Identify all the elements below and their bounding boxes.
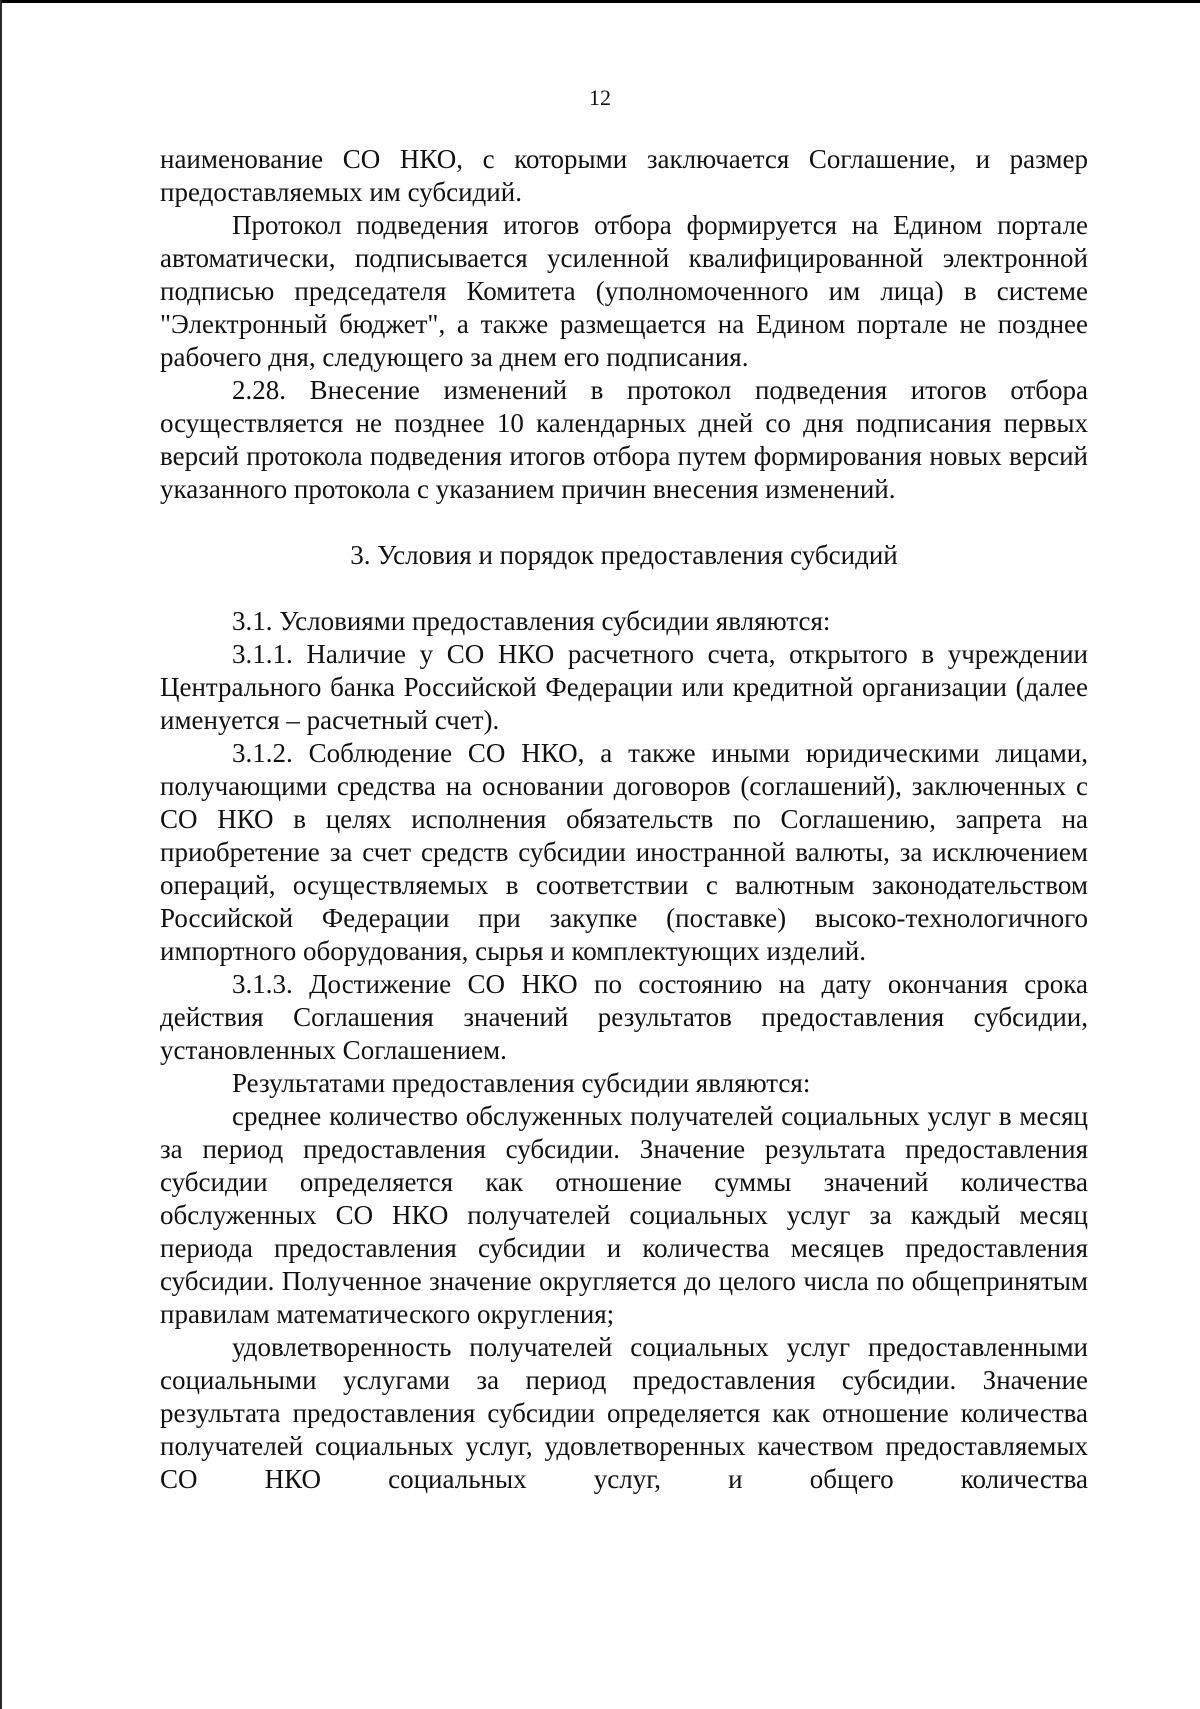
paragraph-protocol: Протокол подведения итогов отбора формируется на Едином портале автоматически, подписывается усиленной квалифицированной электронной подписью председателя Комитета (уполномоченного им лица) в системе "Электронный бюджет", а также размещается на Едином портале не позднее рабочего дня, следующего за днем его подписания.: [160, 210, 1088, 372]
paragraph-results-intro: Результатами предоставления субсидии являются:: [232, 1068, 811, 1098]
paragraph-2-28: 2.28. Внесение изменений в протокол подведения итогов отбора осуществляется не позднее 10 календарных дней со дня подписания первых версий протокола подведения итогов отбора путем формирования новых версий указанного протокола с указанием причин внесения изменений.: [160, 375, 1088, 504]
scan-edge-left: [0, 0, 2, 1709]
paragraph-3-1: 3.1. Условиями предоставления субсидии являются:: [232, 606, 831, 636]
paragraph-3-1-1: 3.1.1. Наличие у СО НКО расчетного счета, открытого в учреждении Центрального банка Российской Федерации или кредитной организации (далее именуется – расчетный счет).: [160, 639, 1088, 735]
page-number: 12: [589, 85, 611, 110]
paragraph-continuation: наименование СО НКО, с которыми заключается Соглашение, и размер предоставляемых им субсидий.: [160, 144, 1088, 207]
scan-edge-top: [0, 0, 1200, 3]
paragraph-result-satisfaction: удовлетворенность получателей социальных услуг предоставленными социальными услугами за период предоставления субсидии. Значение результата предоставления субсидии определяется как отношение количества получателей социальных услуг, удовлетворенных качеством предоставляемых СО НКО социальных услуг, и общего количества: [160, 1332, 1088, 1494]
paragraph-3-1-3: 3.1.3. Достижение СО НКО по состоянию на дату окончания срока действия Соглашения значений результатов предоставления субсидии, установленных Соглашением.: [160, 969, 1088, 1065]
section-heading: 3. Условия и порядок предоставления субсидий: [350, 540, 898, 570]
paragraph-3-1-2: 3.1.2. Соблюдение СО НКО, а также иными юридическими лицами, получающими средства на основании договоров (соглашений), заключенных с СО НКО в целях исполнения обязательств по Соглашению, запрета на приобретение за счет средств субсидии иностранной валюты, за исключением операций, осуществляемых в соответствии с валютным законодательством Российской Федерации при закупке (поставке) высоко-технологичного импортного оборудования, сырья и комплектующих изделий.: [160, 738, 1088, 966]
paragraph-result-average: среднее количество обслуженных получателей социальных услуг в месяц за период предоставления субсидии. Значение результата предоставления субсидии определяется как отношение суммы значений количества обслуженных СО НКО получателей социальных услуг за каждый месяц периода предоставления субсидии и количества месяцев предоставления субсидии. Полученное значение округляется до целого числа по общепринятым правилам математического округления;: [160, 1101, 1088, 1329]
document-body: [160, 143, 1088, 1496]
